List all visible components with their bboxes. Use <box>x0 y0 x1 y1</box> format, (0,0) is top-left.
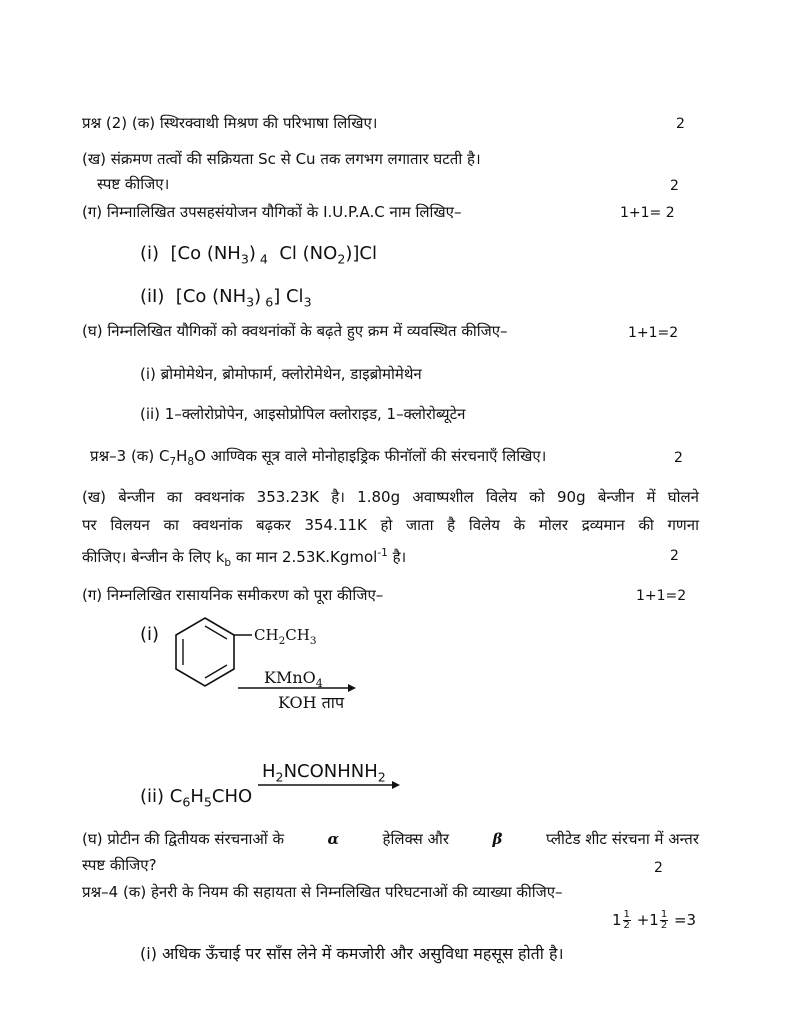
q3-ka-marks: 2 <box>674 450 683 466</box>
q2-ga-i-formula: (i) [Co $(NH_3)$ $_4$ Cl $(NO_2)]Cl$ <box>140 243 377 267</box>
q2-ka-marks: 2 <box>676 116 685 132</box>
q2-gha-ii: (ii) 1–क्लोरोप्रोपेन, आइसोप्रोपिल क्लोराइड, 1–क्लोरोब्यूटेन <box>140 405 466 423</box>
q2-kha-line2: स्पष्ट कीजिए। <box>97 175 170 193</box>
q2-kha-line1: (ख) संक्रमण तत्वों की सक्रियता Sc से Cu तक लगभग लगातार घटती है। <box>82 150 481 168</box>
q2-kha-marks: 2 <box>670 178 679 194</box>
q3-gha-marks: 2 <box>654 860 663 876</box>
benzene-inner-bond <box>205 626 227 639</box>
q2-ga-ii-label: (iI) <box>140 286 165 307</box>
q4-i: (i) अधिक ऊँचाई पर साँस लेने में कमजोरी और असुविधा महसूस होती है। <box>140 944 564 963</box>
reagent-koh-heat: KOH ताप <box>278 693 345 712</box>
q2-gha-text: (घ) निम्नलिखित यौगिकों को क्वथनांकों के बढ़ते हुए क्रम में व्यवस्थित कीजिए– <box>82 322 508 340</box>
q3-gha-line1: (घ) प्रोटीन की द्वितीयक संरचनाओं के α हेलिक्स और β प्लीटेड शीट संरचना में अन्तर <box>82 830 699 848</box>
reagent-semicarbazide: $H_2NCONHNH_2$ <box>262 761 386 785</box>
q3-kha-line2: पर विलयन का क्वथनांक बढ़कर 354.11K हो जाता है विलेय के मोलर द्रव्यमान की गणना <box>82 516 699 534</box>
q3-ga-i-label: (i) <box>140 624 160 645</box>
q2-ga-text: (ग) निम्नालिखित उपसहसंयोजन यौगिकों के I.U.P.A.C नाम लिखिए– <box>82 203 462 221</box>
q2-ga-marks: 1+1= 2 <box>620 205 675 221</box>
q3-kha-paragraph <box>82 483 699 577</box>
q4-marks: 1 $\frac{1}{2}$ +1 $\frac{1}{2}$ =3 <box>612 909 697 931</box>
benzene-hexagon <box>176 618 234 686</box>
q3-kha-marks: 2 <box>670 548 679 564</box>
reaction-arrow-ii <box>258 779 402 791</box>
benzene-inner-bond <box>205 665 227 678</box>
q4-ka-text: प्रश्न–4 (क) हेनरी के नियम की सहायता से निम्नलिखित परिघटनाओं की व्याख्या कीजिए– <box>82 883 563 901</box>
q3-kha-line1: (ख) बेन्जीन का क्वथनांक 353.23K है। 1.80g अवाष्पशील विलेय को 90g बेन्जीन में घोलने <box>82 488 699 506</box>
q3-ga-text: (ग) निम्नलिखित रासायनिक समीकरण को पूरा कीजिए– <box>82 586 384 604</box>
q2-gha-i: (i) ब्रोमोमेथेन, ब्रोमोफार्म, क्लोरोमेथेन, डाइब्रोमोमेथेन <box>140 365 422 383</box>
q3-ka-text: प्रश्न–3 (क) $C_7H_8O$ आण्विक सूत्र वाले मोनोहाइड्रिक फीनॉलों की संरचनाएँ लिखिए। <box>90 447 547 468</box>
q2-ga-i-label: (i) <box>140 243 160 264</box>
q3-ga-marks: 1+1=2 <box>636 588 687 604</box>
q3-gha-line2: स्पष्ट कीजिए? <box>82 856 157 874</box>
q2-gha-marks: 1+1=2 <box>628 325 679 341</box>
q2-ga-ii-formula: (iI) [Co $(NH_3)$ $_6$] $Cl_3$ <box>140 286 312 310</box>
reagent-kmno4: KMnO$_4$ <box>264 668 323 691</box>
q2-ka-text: प्रश्न (2) (क) स्थिरक्वाथी मिश्रण की परिभाषा लिखिए। <box>82 114 378 132</box>
q3-ga-ii-label: (ii) <box>140 786 165 807</box>
q3-kha-line3: कीजिए। बेन्जीन के लिए $k_b$ का मान 2.53K.Kgmol$^{-1}$ है। <box>82 547 407 569</box>
q3-ga-ii-reactant: (ii) $C_6H_5CHO$ <box>140 786 253 810</box>
ethyl-substituent: $CH_2CH_3$ <box>254 626 317 647</box>
